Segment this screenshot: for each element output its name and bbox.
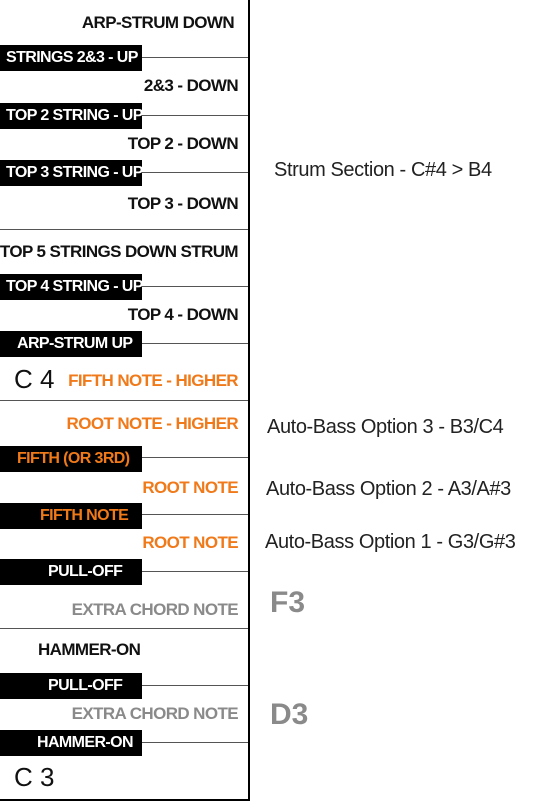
label-top5-down-strum: TOP 5 STRINGS DOWN STRUM	[0, 242, 238, 261]
label-arp-strum-down: ARP-STRUM DOWN	[81, 13, 234, 32]
label-root-note-higher: ROOT NOTE - HIGHER	[66, 414, 238, 433]
label-top2-down: TOP 2 - DOWN	[127, 134, 238, 153]
auto-bass-option-3-note: Auto-Bass Option 3 - B3/C4	[267, 416, 504, 438]
black-key-pull-off: PULL-OFF	[0, 673, 142, 699]
octave-marker-c4: C 4	[14, 364, 55, 394]
octave-marker-c3: C 3	[14, 762, 55, 792]
black-key-top2-up: TOP 2 STRING - UP	[0, 103, 142, 129]
auto-bass-option-2-note: Auto-Bass Option 2 - A3/A#3	[266, 478, 511, 500]
black-key-arp-strum-up: ARP-STRUM UP	[0, 331, 142, 357]
black-key-top3-up: TOP 3 STRING - UP	[0, 160, 142, 186]
label-root-note: ROOT NOTE	[142, 533, 238, 552]
label-hammer-on: HAMMER-ON	[38, 640, 141, 659]
white-key-divider	[0, 229, 248, 230]
black-key-strings-2-3-up: STRINGS 2&3 - UP	[0, 45, 142, 71]
black-key-fifth-note: FIFTH NOTE	[0, 503, 142, 529]
black-key-top4-up: TOP 4 STRING - UP	[0, 274, 142, 300]
white-key-divider	[0, 628, 248, 629]
label-fifth-note-higher: FIFTH NOTE - HIGHER	[68, 371, 238, 390]
label-extra-chord-note: EXTRA CHORD NOTE	[71, 600, 238, 619]
label-root-note: ROOT NOTE	[142, 478, 238, 497]
auto-bass-option-1-note: Auto-Bass Option 1 - G3/G#3	[265, 531, 516, 553]
d3-marker: D3	[270, 698, 309, 731]
black-key-pull-off: PULL-OFF	[0, 559, 142, 585]
label-top4-down: TOP 4 - DOWN	[127, 305, 238, 324]
strum-section-note: Strum Section - C#4 > B4	[274, 159, 492, 181]
label-2-3-down: 2&3 - DOWN	[143, 76, 238, 95]
label-top3-down: TOP 3 - DOWN	[127, 194, 238, 213]
piano-keyboard-diagram	[0, 0, 250, 801]
white-key-divider	[0, 400, 248, 401]
black-key-hammer-on: HAMMER-ON	[0, 730, 142, 756]
label-extra-chord-note: EXTRA CHORD NOTE	[71, 704, 238, 723]
f3-marker: F3	[270, 586, 306, 619]
black-key-fifth-or-3rd: FIFTH (OR 3RD)	[0, 446, 142, 472]
